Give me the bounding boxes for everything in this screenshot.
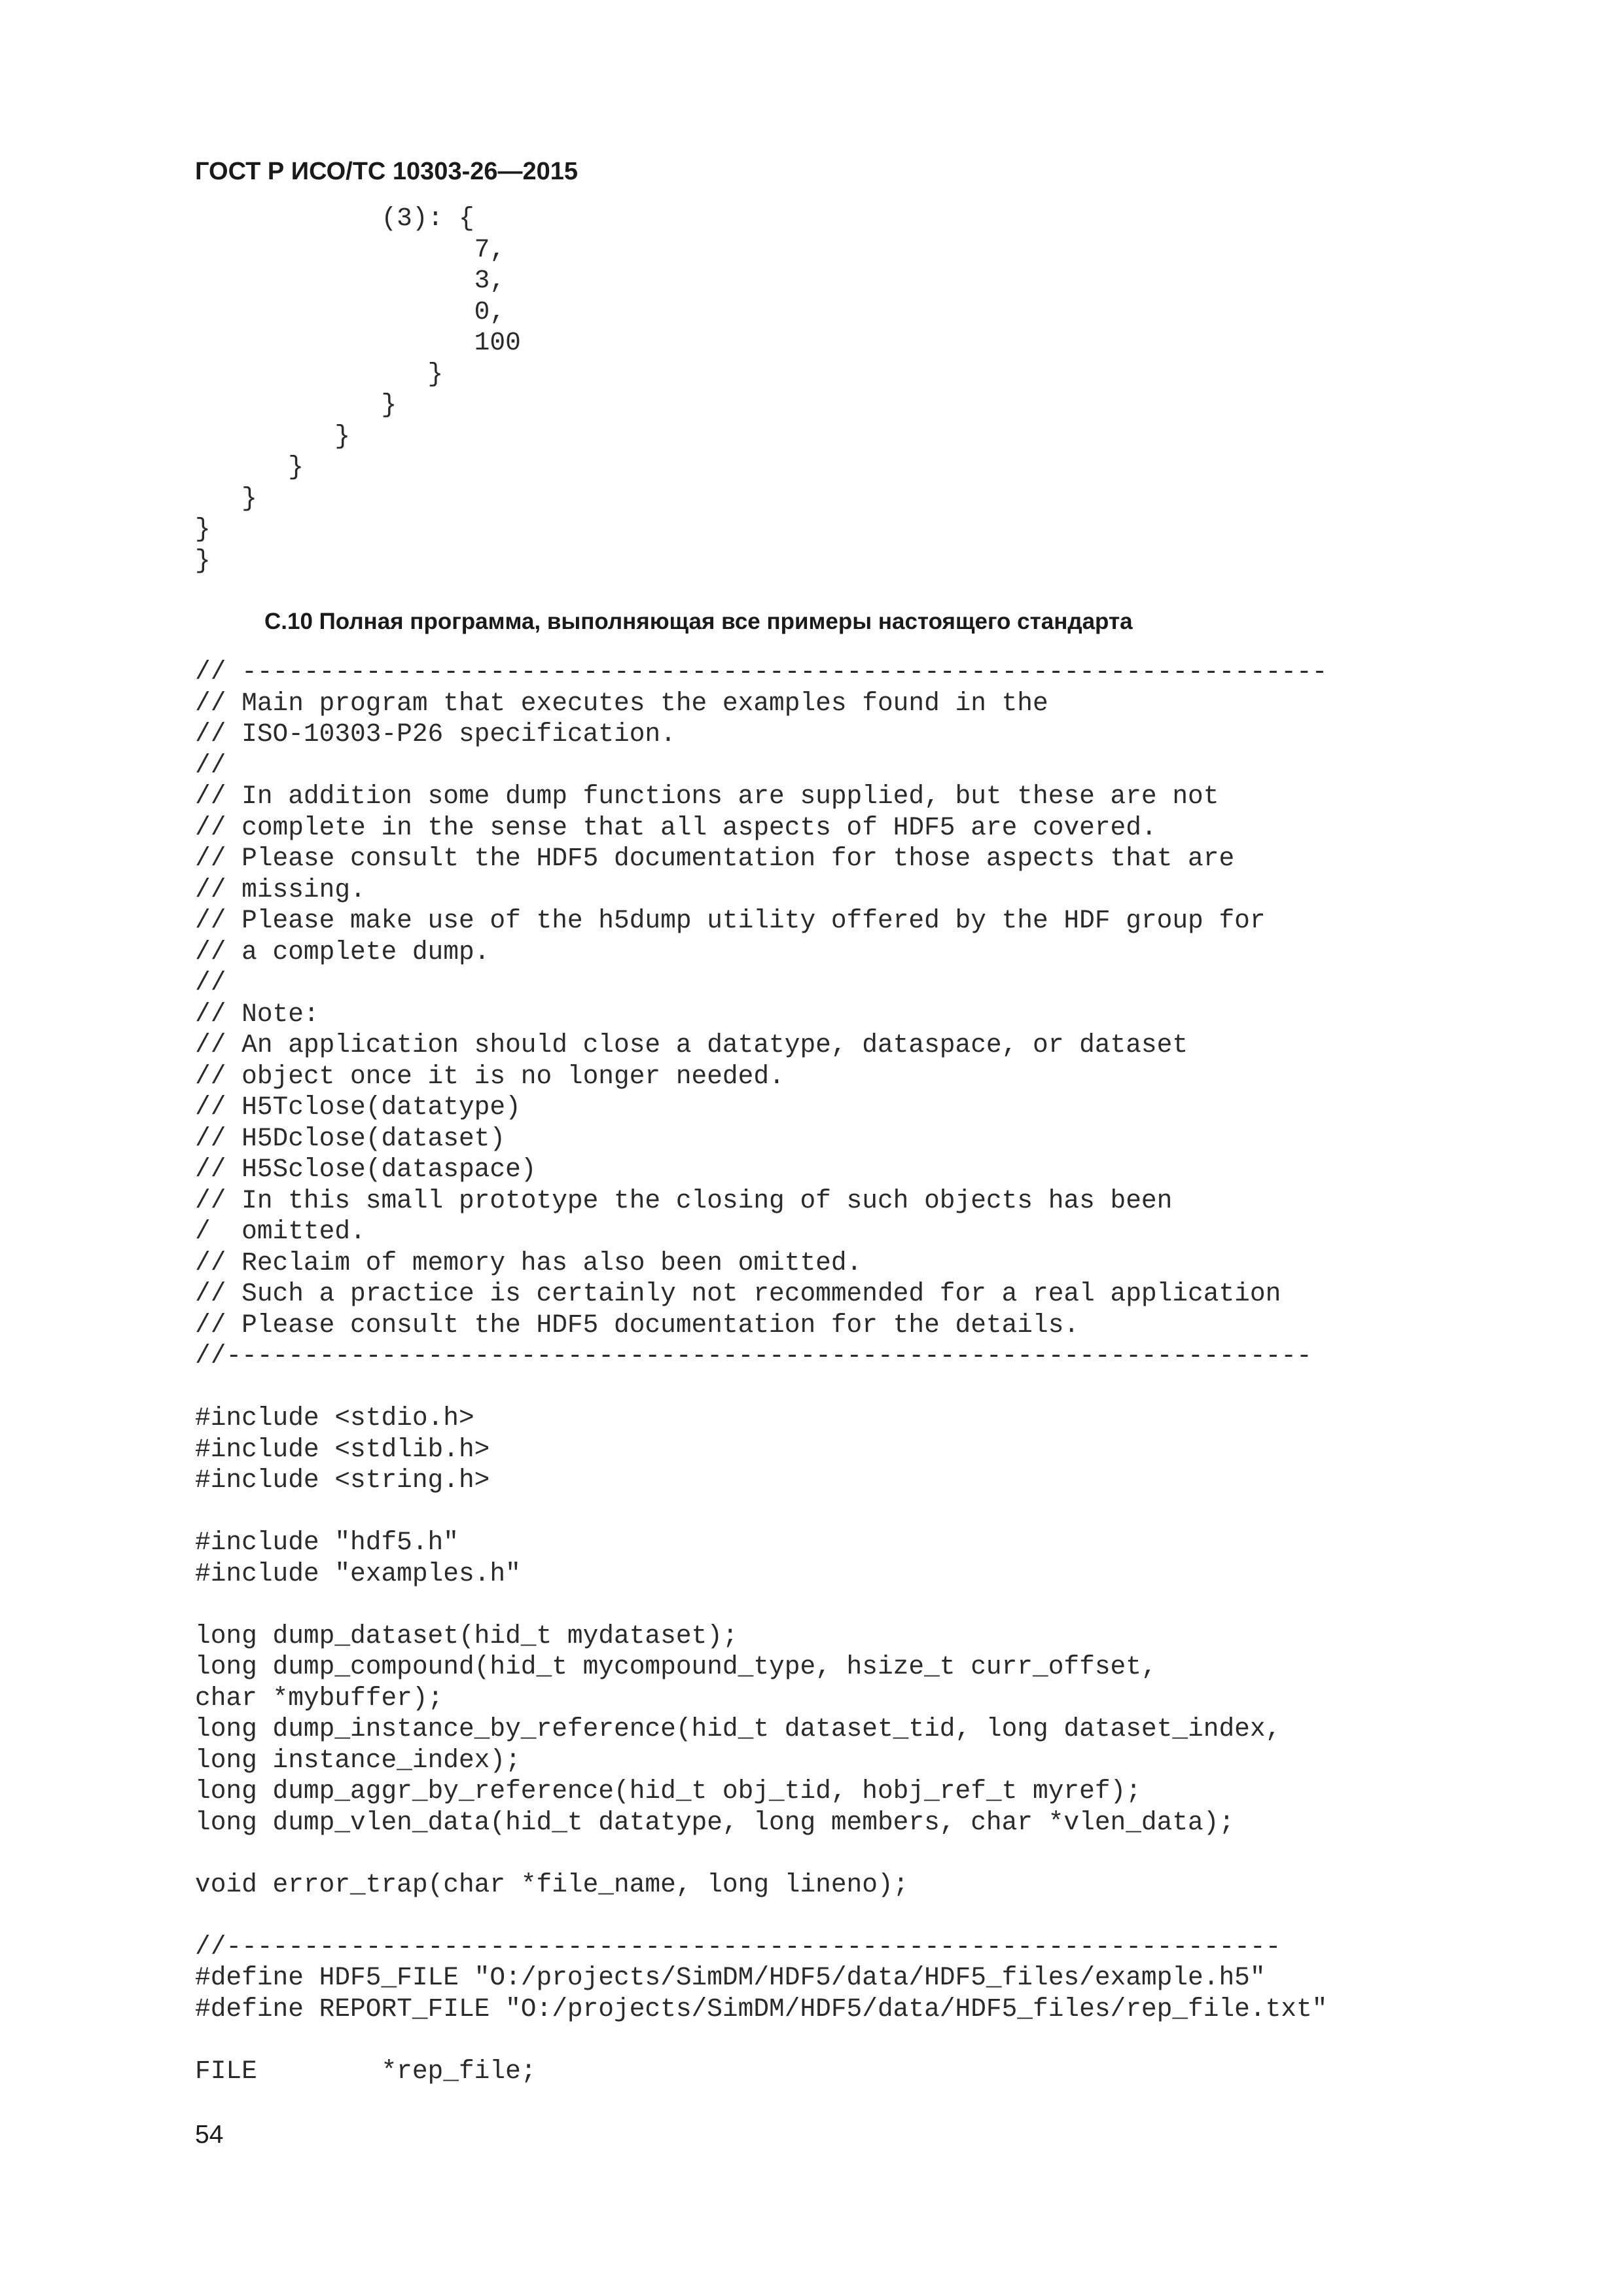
code-line: // complete in the sense that all aspects of HDF5 are covered.	[195, 812, 1157, 842]
code-line: long instance_index);	[195, 1745, 521, 1775]
code-line: // Main program that executes the examples found in the	[195, 688, 1048, 718]
code-line	[195, 1496, 1327, 1528]
code-line: / omitted.	[195, 1217, 366, 1246]
code-line: }	[195, 452, 304, 482]
code-line: long dump_aggr_by_reference(hid_t obj_tid, hobj_ref_t myref);	[195, 1776, 1141, 1806]
code-line: }	[195, 545, 211, 575]
section-heading: C.10 Полная программа, выполняющая все примеры настоящего стандарта	[264, 609, 1133, 634]
code-line: // H5Sclose(dataspace)	[195, 1155, 537, 1184]
code-line: }	[195, 359, 444, 389]
code-line: // Note:	[195, 999, 319, 1029]
code-line: //----------------------------------------------------------------------	[195, 1341, 1312, 1371]
code-line	[195, 2024, 1327, 2056]
code-line: // In this small prototype the closing of such objects has been	[195, 1185, 1173, 1215]
code-line: // object once it is no longer needed.	[195, 1061, 785, 1091]
code-line: // ISO-10303-P26 specification.	[195, 719, 676, 749]
code-line: 7,	[195, 234, 506, 264]
code-line: #include "examples.h"	[195, 1558, 521, 1588]
code-line: //--------------------------------------------------------------------	[195, 1931, 1281, 1962]
code-line: long dump_compound(hid_t mycompound_type, hsize_t curr_offset,	[195, 1652, 1157, 1681]
code-line: long dump_dataset(hid_t mydataset);	[195, 1621, 738, 1651]
code-line: //	[195, 968, 226, 997]
code-line: // ----------------------------------------------------------------------	[195, 657, 1328, 687]
code-line	[195, 1838, 1327, 1869]
code-line: // H5Tclose(datatype)	[195, 1092, 521, 1122]
code-line	[195, 1589, 1327, 1621]
code-line: }	[195, 421, 351, 451]
code-line: void error_trap(char *file_name, long lineno);	[195, 1869, 909, 1899]
standard-title: ГОСТ Р ИСО/ТС 10303-26—2015	[195, 158, 579, 185]
code-line: // In addition some dump functions are supplied, but these are not	[195, 781, 1219, 811]
code-line: }	[195, 390, 397, 420]
code-line: // Please make use of the h5dump utility offered by the HDF group for	[195, 906, 1266, 935]
code-line: #include <string.h>	[195, 1465, 490, 1495]
code-line: #include "hdf5.h"	[195, 1528, 459, 1557]
code-line: // Please consult the HDF5 documentation for the details.	[195, 1310, 1080, 1340]
code-line: }	[195, 514, 211, 544]
code-line: // a complete dump.	[195, 937, 490, 967]
code-line: // H5Dclose(dataset)	[195, 1123, 506, 1153]
code-line: FILE *rep_file;	[195, 2056, 537, 2086]
code-line	[195, 1900, 1327, 1931]
code-line: // Such a practice is certainly not recommended for a real application	[195, 1279, 1281, 1308]
code-listing-main	[195, 656, 1327, 2087]
code-line: 0,	[195, 296, 506, 327]
code-line: // An application should close a datatype, dataspace, or dataset	[195, 1030, 1188, 1060]
code-line: // Reclaim of memory has also been omitted.	[195, 1247, 863, 1278]
code-line: #define HDF5_FILE "O:/projects/SimDM/HDF5/data/HDF5_files/example.h5"	[195, 1963, 1266, 1992]
code-line: // Please consult the HDF5 documentation for those aspects that are	[195, 844, 1235, 873]
code-line: long dump_instance_by_reference(hid_t dataset_tid, long dataset_index,	[195, 1714, 1281, 1744]
code-line: 100	[195, 328, 521, 357]
page-number: 54	[195, 2121, 224, 2149]
code-line: char *mybuffer);	[195, 1683, 444, 1713]
code-line: #include <stdlib.h>	[195, 1434, 490, 1464]
code-line: (3): {	[195, 204, 474, 233]
code-line: }	[195, 483, 257, 513]
code-line	[195, 1372, 1327, 1403]
code-line: // missing.	[195, 874, 366, 905]
code-line: //	[195, 750, 226, 780]
code-line: long dump_vlen_data(hid_t datatype, long members, char *vlen_data);	[195, 1807, 1235, 1837]
code-line: #define REPORT_FILE "O:/projects/SimDM/HDF5/data/HDF5_files/rep_file.txt"	[195, 1994, 1328, 2024]
code-listing-top	[195, 203, 521, 576]
code-line: 3,	[195, 266, 506, 295]
code-line: #include <stdio.h>	[195, 1403, 474, 1433]
